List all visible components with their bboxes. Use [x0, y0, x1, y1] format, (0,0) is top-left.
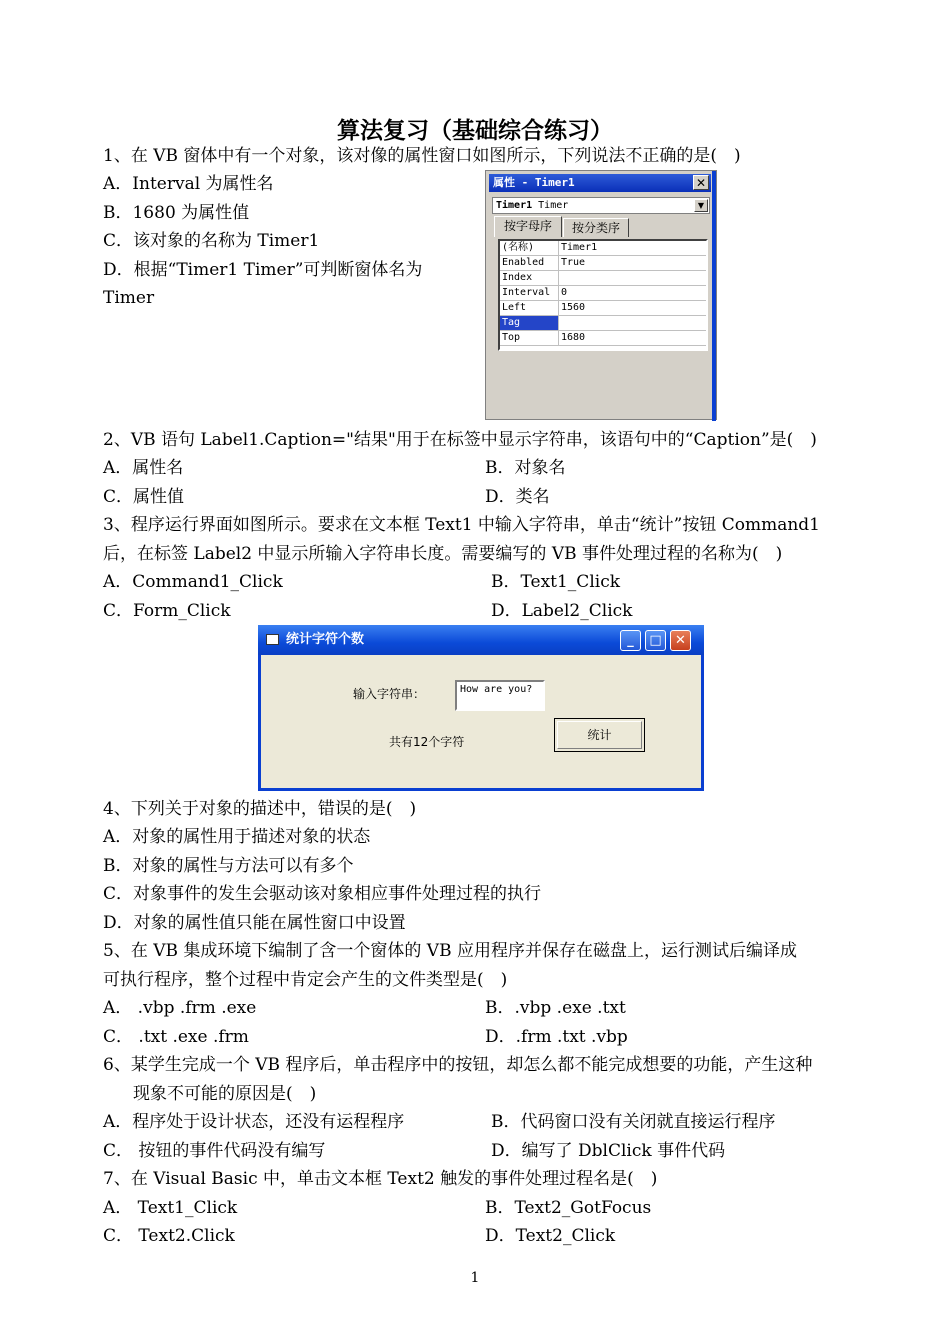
property-row[interactable]	[500, 241, 706, 256]
window-titlebar	[258, 625, 704, 655]
tab-categorized[interactable]: 按分类序	[563, 218, 629, 237]
q5-option-d: D．.frm .txt .vbp	[485, 1027, 628, 1047]
q2-option-d: D．类名	[485, 487, 550, 507]
q6-option-b: B．代码窗口没有关闭就直接运行程序	[491, 1112, 776, 1132]
q1-option-d: D．根据“Timer1 Timer”可判断窗体名为	[103, 260, 423, 280]
q2-option-b: B．对象名	[485, 458, 566, 478]
property-key: (名称)	[500, 241, 559, 256]
window-edge	[712, 171, 716, 421]
q4-option-c: C．对象事件的发生会驱动该对象相应事件处理过程的执行	[103, 884, 542, 904]
q1-option-b: B．1680 为属性值	[103, 203, 250, 223]
q1-stem: 1、在 VB 窗体中有一个对象，该对像的属性窗口如图所示，下列说法不正确的是( )	[103, 146, 741, 166]
q7-option-a: A． Text1_Click	[103, 1198, 238, 1218]
count-chars-window	[258, 625, 704, 791]
property-value: 1560	[559, 301, 707, 316]
q1-option-a: A．Interval 为属性名	[103, 174, 274, 194]
property-key: Top	[500, 331, 559, 346]
property-row-selected[interactable]	[500, 316, 706, 331]
q7-option-d: D．Text2_Click	[485, 1226, 616, 1246]
property-key: Tag	[500, 316, 559, 331]
q7-option-c: C． Text2.Click	[103, 1226, 235, 1246]
q5-stem: 5、在 VB 集成环境下编制了含一个窗体的 VB 应用程序并保存在磁盘上，运行测试后编译成	[103, 941, 797, 961]
q3-option-b: B．Text1_Click	[491, 572, 621, 592]
q6-option-d: D．编写了 DblClick 事件代码	[491, 1141, 726, 1161]
q6-stem-cont: 现象不可能的原因是( )	[133, 1084, 317, 1104]
property-row[interactable]	[500, 331, 706, 346]
q4-option-d: D．对象的属性值只能在属性窗口中设置	[103, 913, 406, 933]
object-type: Timer	[538, 200, 569, 211]
property-row[interactable]	[500, 271, 706, 286]
q5-stem-cont: 可执行程序，整个过程中肯定会产生的文件类型是( )	[103, 970, 508, 990]
property-value	[559, 271, 707, 286]
page-number: 1	[470, 1270, 480, 1286]
property-value	[559, 316, 707, 331]
property-key: Interval	[500, 286, 559, 301]
property-value: 0	[559, 286, 707, 301]
q5-option-b: B．.vbp .exe .txt	[485, 998, 626, 1018]
q3-stem: 3、程序运行界面如图所示。要求在文本框 Text1 中输入字符串，单击“统计”按钮 Command1	[103, 515, 820, 535]
q6-stem: 6、某学生完成一个 VB 程序后，单击程序中的按钮，却怎么都不能完成想要的功能，产生这种	[103, 1055, 813, 1075]
q5-option-c: C． .txt .exe .frm	[103, 1027, 249, 1047]
q3-option-d: D．Label2_Click	[491, 601, 633, 621]
property-value: Timer1	[559, 241, 707, 256]
property-row[interactable]	[500, 301, 706, 316]
property-row[interactable]	[500, 256, 706, 271]
input-label: 输入字符串：	[353, 687, 426, 701]
property-row[interactable]	[500, 286, 706, 301]
q3-stem-cont: 后，在标签 Label2 中显示所输入字符串长度。需要编写的 VB 事件处理过程的名称为( )	[103, 544, 783, 564]
q4-stem: 4、下列关于对象的描述中，错误的是( )	[103, 799, 417, 819]
q2-stem: 2、VB 语句 Label1.Caption="结果"用于在标签中显示字符串，该语句中的“Caption”是( )	[103, 430, 817, 450]
property-key: Index	[500, 271, 559, 286]
object-combo[interactable]	[492, 197, 710, 214]
q2-option-a: A．属性名	[103, 458, 184, 478]
properties-window	[485, 170, 717, 420]
q3-option-c: C．Form_Click	[103, 601, 231, 621]
minimize-icon[interactable]: _	[620, 630, 641, 651]
q4-option-a: A．对象的属性用于描述对象的状态	[103, 827, 371, 847]
text1-input[interactable]: How are you?	[455, 680, 545, 711]
q7-stem: 7、在 Visual Basic 中，单击文本框 Text2 触发的事件处理过程名是( )	[103, 1169, 658, 1189]
q2-option-c: C．属性值	[103, 487, 185, 507]
q7-option-b: B．Text2_GotFocus	[485, 1198, 652, 1218]
properties-titlebar	[489, 174, 711, 192]
tab-alphabetic[interactable]: 按字母序	[494, 216, 562, 237]
q4-option-b: B．对象的属性与方法可以有多个	[103, 856, 354, 876]
chevron-down-icon[interactable]: ▼	[694, 199, 708, 212]
app-icon	[266, 634, 279, 645]
properties-title: 属性 - Timer1	[493, 176, 575, 189]
property-grid	[498, 239, 708, 351]
page-title: 算法复习（基础综合练习）	[337, 117, 613, 144]
maximize-icon[interactable]: □	[645, 630, 666, 651]
property-key: Enabled	[500, 256, 559, 271]
count-button-label: 统计	[557, 721, 642, 749]
property-value: 1680	[559, 331, 707, 346]
q5-option-a: A． .vbp .frm .exe	[103, 998, 257, 1018]
count-button[interactable]	[554, 718, 645, 752]
q6-option-a: A．程序处于设计状态，还没有运程程序	[103, 1112, 405, 1132]
result-label: 共有12个字符	[389, 735, 465, 749]
property-value: True	[559, 256, 707, 271]
object-name: Timer1	[496, 200, 533, 211]
q3-option-a: A．Command1_Click	[103, 572, 283, 592]
window-title: 统计字符个数	[286, 632, 365, 647]
property-key: Left	[500, 301, 559, 316]
close-icon[interactable]: ✕	[670, 630, 691, 651]
q6-option-c: C． 按钮的事件代码没有编写	[103, 1141, 326, 1161]
q1-option-d-cont: Timer	[103, 288, 155, 308]
q1-option-c: C．该对象的名称为 Timer1	[103, 231, 320, 251]
close-icon[interactable]: ✕	[693, 175, 709, 190]
